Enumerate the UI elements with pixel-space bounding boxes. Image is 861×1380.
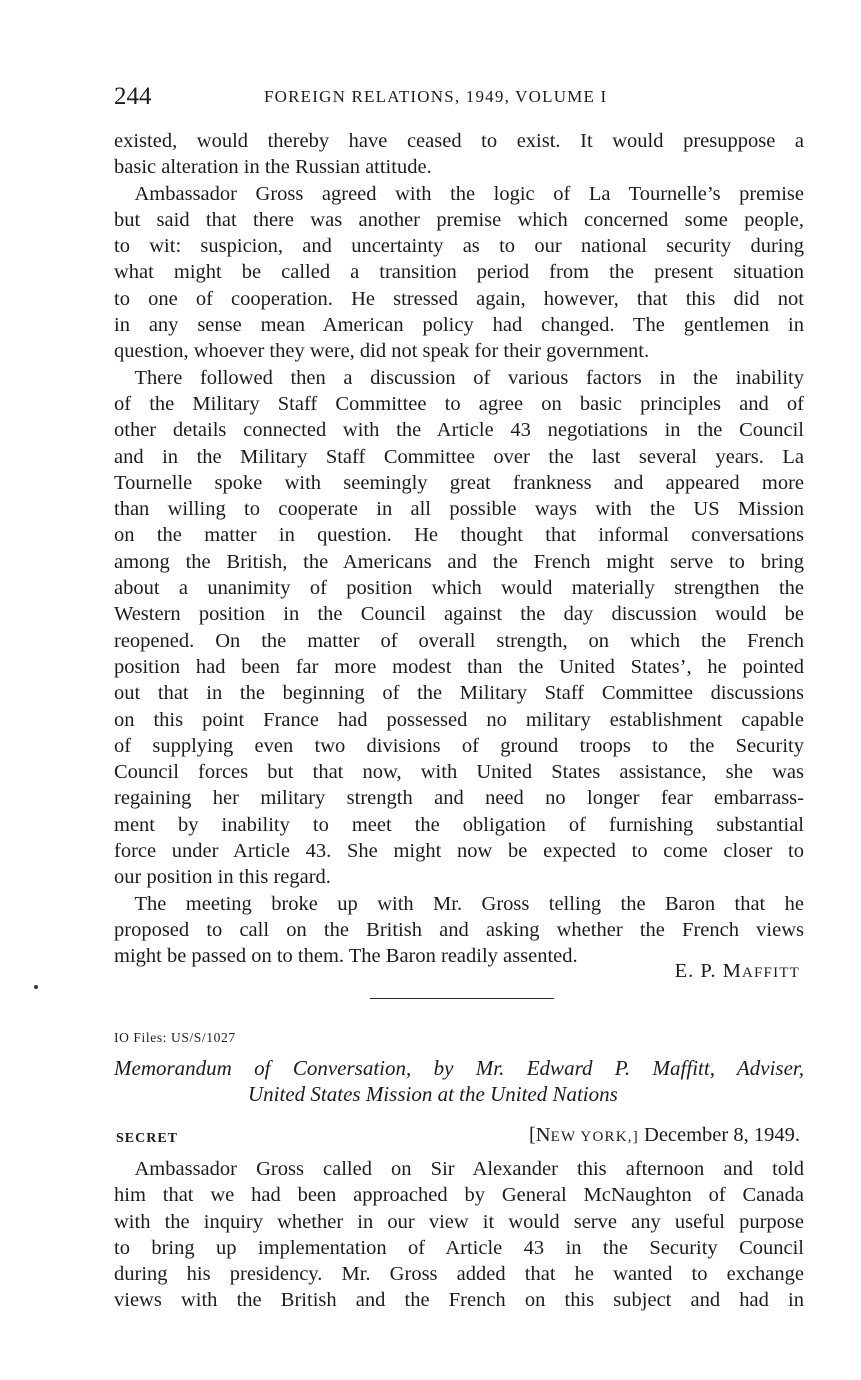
signature [114, 958, 800, 986]
memo-continuation-text [114, 128, 804, 970]
classification-label: SECRET [116, 1131, 179, 1146]
text-line: what might be called a transition period from the present situation [114, 261, 804, 284]
text-line: of supplying even two divisions of ground troops to the Security [114, 734, 804, 757]
text-line: other details connected with the Article 43 negotiations in the Council [114, 419, 804, 442]
page-header [114, 80, 804, 114]
text-line: in any sense mean American policy had changed. The gentlemen in [114, 314, 804, 337]
text-line: than willing to cooperate in all possible ways with the US Mission [114, 498, 804, 521]
text-line: Ambassador Gross agreed with the logic of La Tournelle’s premise [114, 182, 804, 205]
text-line: but said that there was another premise which concerned some people, [114, 208, 804, 231]
text-line: on this point France had possessed no military establishment capable [114, 708, 804, 731]
text-line: during his presidency. Mr. Gross added that he wanted to exchange [114, 1263, 804, 1286]
file-reference: IO Files: US/S/1027 [114, 1030, 236, 1045]
text-line: might be passed on to them. The Baron readily assented. [114, 945, 578, 968]
text-line: question, whoever they were, did not speak for their government. [114, 340, 650, 363]
text-line: out that in the beginning of the Military Staff Committee discussions [114, 682, 804, 705]
text-line: proposed to call on the British and asking whether the French views [114, 918, 804, 941]
text-line: views with the British and the French on this subject and had in [114, 1289, 804, 1312]
text-line: The meeting broke up with Mr. Gross telling the Baron that he [114, 892, 804, 915]
text-line: and in the Military Staff Committee over the last several years. La [114, 445, 804, 468]
memo-body-text [114, 1156, 804, 1314]
text-line: with the inquiry whether in our view it would serve any useful purpose [114, 1210, 804, 1233]
document-title-line-1: Memorandum of Conversation, by Mr. Edward P. Maffitt, Adviser, [114, 1056, 804, 1080]
text-line: reopened. On the matter of overall strength, on which the French [114, 629, 804, 652]
text-line: force under Article 43. She might now be expected to come closer to [114, 840, 804, 863]
text-line: our position in this regard. [114, 866, 331, 889]
running-head: FOREIGN RELATIONS, 1949, VOLUME I [264, 87, 608, 106]
text-line: basic alteration in the Russian attitude. [114, 156, 432, 179]
text-line: on the matter in question. He thought that informal conversations [114, 524, 804, 547]
dateline [470, 1121, 800, 1151]
text-line: Ambassador Gross called on Sir Alexander this afternoon and told [114, 1158, 804, 1180]
text-line: among the British, the Americans and the French might serve to bring [114, 550, 804, 573]
text-line: Council forces but that now, with United States assistance, she was [114, 761, 804, 784]
dateline-place-rest: EW YORK,] [550, 1129, 639, 1145]
text-line: Tournelle spoke with seemingly great frankness and appeared more [114, 471, 804, 494]
section-divider [370, 998, 554, 999]
signature-initials: E. P. M [674, 960, 742, 982]
text-line: him that we had been approached by General McNaughton of Canada [114, 1184, 804, 1207]
text-line: of the Military Staff Committee to agree on basic principles and of [114, 392, 804, 415]
dateline-date: December 8, 1949. [638, 1124, 800, 1146]
document-title-line-2: United States Mission at the United Nations [248, 1082, 618, 1106]
text-line: to bring up implementation of Article 43 in the Security Council [114, 1236, 804, 1259]
text-line: position had been far more modest than the United States’, he pointed [114, 655, 804, 678]
page-number: 244 [114, 83, 152, 110]
text-line: Western position in the Council against the day discussion would be [114, 603, 804, 626]
print-speck [34, 985, 38, 989]
text-line: to one of cooperation. He stressed again, however, that this did not [114, 287, 804, 310]
text-line: to wit: suspicion, and uncertainty as to our national security during [114, 235, 804, 258]
text-line: There followed then a discussion of various factors in the inability [114, 366, 804, 389]
text-line: existed, would thereby have ceased to exist. It would presuppose a [114, 130, 804, 152]
text-line: ment by inability to meet the obligation of furnishing substantial [114, 813, 804, 836]
text-line: about a unanimity of position which would materially strengthen the [114, 577, 804, 600]
dateline-place-initial: [N [528, 1124, 551, 1146]
signature-surname: AFFITT [741, 965, 800, 981]
text-line: regaining her military strength and need no longer fear embarrass- [114, 787, 804, 810]
